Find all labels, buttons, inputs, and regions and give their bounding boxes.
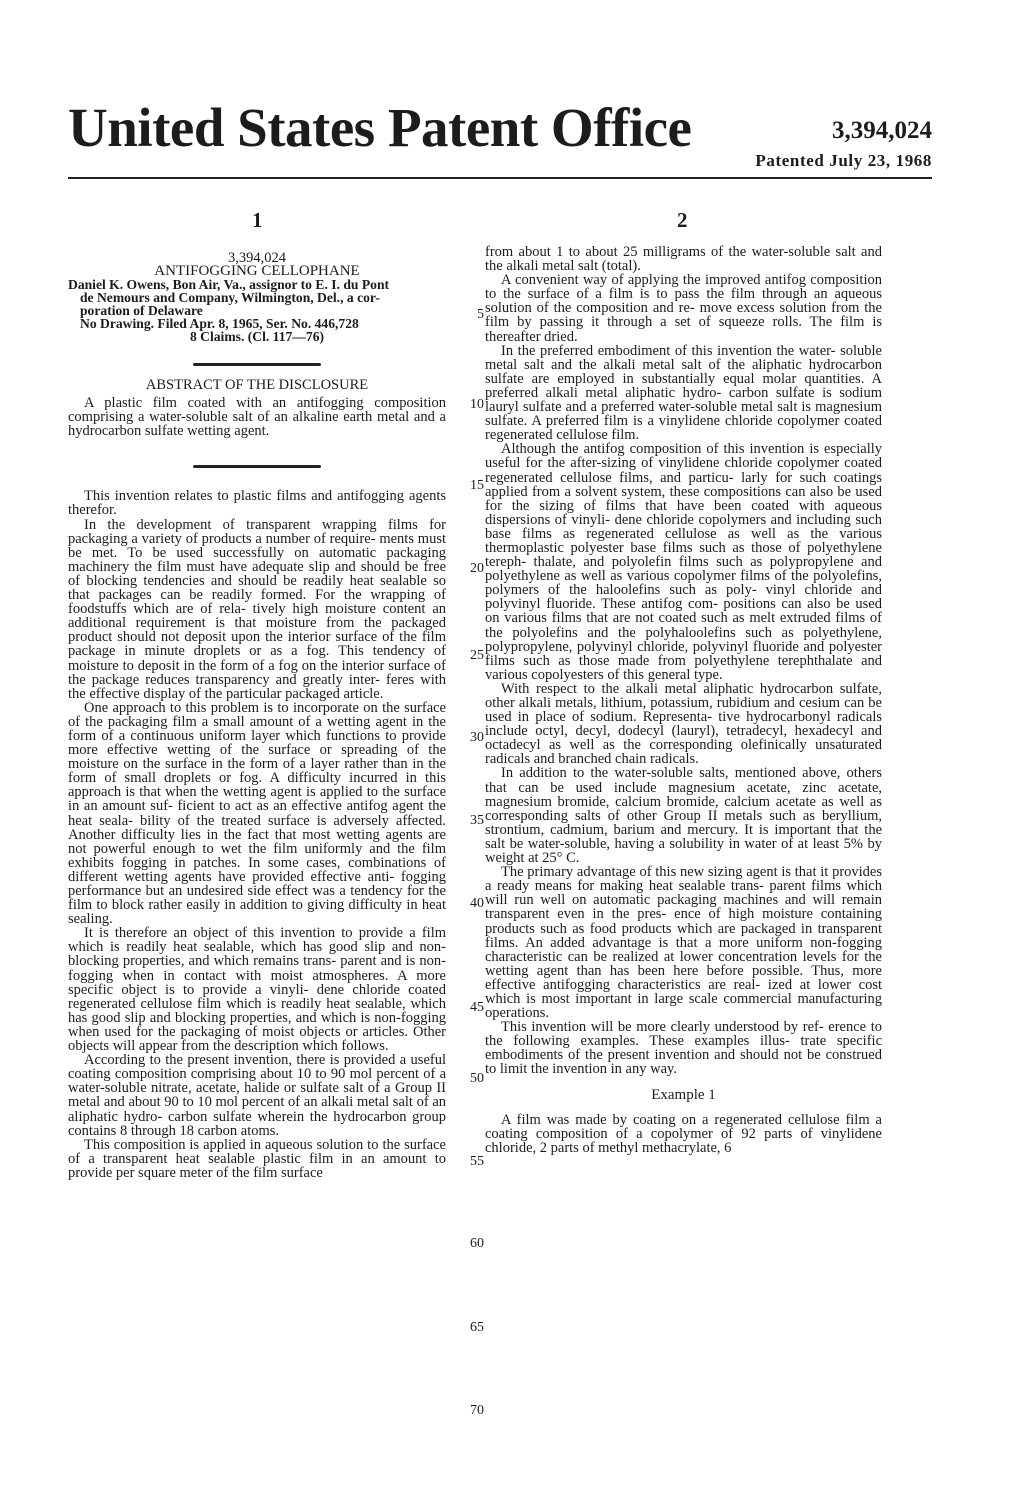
example-text: A film was made by coating on a regenerated cellulose film a coating composition of a copolymer of 92 parts of vinylidene chloride, 2 parts of methyl methacrylate, 6 [485,1111,882,1156]
line-number: 15 [470,478,484,493]
office-title: United States Patent Office [68,97,692,158]
paragraph: According to the present invention, there is provided a useful coating composition comprising about 10 to 90 mol percent of a water-soluble nitrate, acetate, halide or sulfate salt of a Group II metal and about 90 to 10 mol percent of an alkali metal salt of an aliphatic hydro- carbon sulfate wherein the hydrocarbon group contains 8 through 18 carbon atoms. [68,1052,446,1139]
paragraph: This invention relates to plastic films and antifogging agents therefor. [68,488,446,519]
paragraph: One approach to this problem is to incorporate on the surface of the packaging film a small amount of a wetting agent in the form of a continuous uniform layer which functions to provide more effective wetting of the surface or spreading of the moisture on the surface in the form of a layer rather than in the form of small droplets or fog. A difficulty incurred in this approach is that when the wetting agent is applied to the surface in an amount suf- ficient to act as an effective antifog agent the heat seala- bility of the treated surface is adversely affected. Another difficulty lies in the fact that most wetting agents are not powerful enough to wet the film uniformly and the film exhibits fogging in patches. In some cases, combinations of different wetting agents have provided effective anti- fogging performance but an undesired side effect was a tendency for the film to block rather easily in addition to giving difficulty in heat sealing. [68,699,446,928]
example-heading: Example 1 [651,1086,716,1103]
line-number: 65 [470,1320,484,1335]
bib-title: ANTIFOGGING CELLOPHANE [154,263,360,279]
paragraph: With respect to the alkali metal aliphatic hydrocarbon sulfate, other alkali metals, lithium, potassium, rubidium and cesium can be used in place of sodium. Representa- tive hydrocarbonyl radicals include octyl, decyl, dodecyl (lauryl), tetradecyl, hexadecyl and octadecyl as well as the corresponding olefinically unsaturated radicals and branched chain radicals. [485,680,882,768]
paragraph: In the preferred embodiment of this invention the water- soluble metal salt and the alkali metal salt of the aliphatic hydrocarbon sulfate are employed in substantially equal molar quantities. A preferred alkali metal aliphatic hydro- carbon sulfate is sodium lauryl sulfate and a preferred water-soluble metal salt is magnesium sulfate. A preferred film is a vinylidene chloride copolymer coated regenerated cellulose film. [485,342,882,444]
divider [193,465,321,468]
line-number: 25 [470,648,484,663]
abstract-text: A plastic film coated with an antifogging composition comprising a water-soluble salt of an alkaline earth metal and a hydrocarbon sulfate wetting agent. [68,395,446,440]
bib-inventor [68,278,446,317]
left-column [68,236,446,1180]
filing-line: No Drawing. Filed Apr. 8, 1965, Ser. No. 446,728 [80,316,359,331]
line-number: 5 [477,307,484,322]
right-column [485,245,882,1155]
line-number: 40 [470,896,484,911]
divider [193,363,321,366]
paragraph: This invention will be more clearly understood by ref- erence to the following examples. These examples illus- trate specific embodiments of the present invention and should not be construed to limit the invention in any way. [485,1019,882,1078]
line-number: 35 [470,813,484,828]
paragraph: The primary advantage of this new sizing agent is that it provides a ready means for making heat sealable trans- parent films which will run well on automatic packaging machines and will remain transparent even in the pres- ence of high moisture containing products such as food products which are packaged in transparent films. An added advantage is that a more uniform non-fogging characteristic can be realized at lower concentration levels for the wetting agent than has been here before possible. Thus, more effective antifogging characteristics are real- ized at lower cost which is most important in large scale commercial manufacturing operations. [485,864,882,1022]
abstract-heading: ABSTRACT OF THE DISCLOSURE [145,377,369,393]
line-number: 10 [470,397,484,412]
paragraph: This composition is applied in aqueous solution to the surface of a transparent heat sealable plastic film in an amount to provide per square meter of the film surface [68,1136,446,1181]
paragraph: from about 1 to about 25 milligrams of the water-soluble salt and the alkali metal salt (total). [485,244,882,275]
column-number-right: 2 [677,208,688,232]
line-number: 55 [470,1154,484,1169]
inventor-line: Daniel K. Owens, Bon Air, Va., assignor to E. I. du Pont [68,277,390,292]
inventor-line: poration of Delaware [80,303,203,318]
bib-number: 3,394,024 [228,250,286,266]
paragraph: It is therefore an object of this invention to provide a film which is readily heat sealable, which has good slip and non-blocking properties, and which remains trans- parent and is non-fogging when in contact with moist atmospheres. A more specific object is to provide a vinyli- dene chloride coated regenerated cellulose film which is readily heat sealable, which has good slip and blocking properties, and which is non-fogging when used for the packaging of moist objects or articles. Other objects will appear from the description which follows. [68,925,446,1055]
line-number: 20 [470,561,484,576]
paragraph: In addition to the water-soluble salts, mentioned above, others that can be used include magnesium acetate, zinc acetate, magnesium bromide, calcium bromide, calcium acetate as well as corresponding salts of other Group II metals such as beryllium, strontium, cadmium, barium and mercury. It is important that the salt be water-soluble, having a solubility in water of at least 5% by weight at 25° C. [485,765,882,867]
bib-claims: 8 Claims. (Cl. 117—76) [189,329,325,344]
paragraph: Although the antifog composition of this invention is especially useful for the after-sizing of vinylidene chloride copolymer coated regenerated cellulose films, and particu- larly for such coatings applied from a solvent system, these compositions can also be used for the sizing of films that have been coated with aqueous dispersions of vinyli- dene chloride copolymers and including such base films as regenerated cellulose as well as the various thermoplastic polyester base films such as those of polyethylene tereph- thalate, and polyolefin films such as polypropylene and polyethylene as well as various copolymer films of the polyolefins, polymers of the haloolefins such as poly- vinyl chloride and polyvinyl fluoride. These antifog com- positions can also be used on various films that are not coated such as melt extruded films of the polyolefins and the polyhaloolefins such as polyethylene, polypropylene, polyvinyl chloride, polyvinyl fluoride and polyester films such as those made from polyethylene terephthalate and various copolyesters of this general type. [485,441,882,683]
bibliographic-block [68,252,446,343]
inventor-line: de Nemours and Company, Wilmington, Del., a cor- [80,290,380,305]
line-number: 70 [470,1403,484,1418]
header-rule [68,177,932,179]
line-numbers [440,0,490,1498]
column-number-left: 1 [252,208,263,232]
paragraph: In the development of transparent wrapping films for packaging a variety of products a number of require- ments must be met. To be used successfully on automatic packaging machinery the film must have adequate slip and should be free of blocking tendencies and should be readily heat sealable so that packages can be readily formed. For the wrapping of foodstuffs which are of rela- tively high moisture content an additional requirement is that moisture from the packaged product should not deposit upon the interior surface of the film package in minute droplets or as a fog. This tendency of moisture to deposit in the form of a fog on the interior surface of the package reduces transparency and greatly inter- feres with the effective display of the particular packaged article. [68,516,446,702]
line-number: 30 [470,730,484,745]
patent-number: 3,394,024 [832,117,932,144]
line-number: 60 [470,1236,484,1251]
patented-date: Patented July 23, 1968 [755,151,932,170]
line-number: 50 [470,1071,484,1086]
paragraph: A convenient way of applying the improved antifog composition to the surface of a film is to pass the film through an aqueous solution of the composition and re- move excess solution from the film by passing it through a set of squeeze rolls. The film is thereafter dried. [485,272,882,345]
line-number: 45 [470,1000,484,1015]
